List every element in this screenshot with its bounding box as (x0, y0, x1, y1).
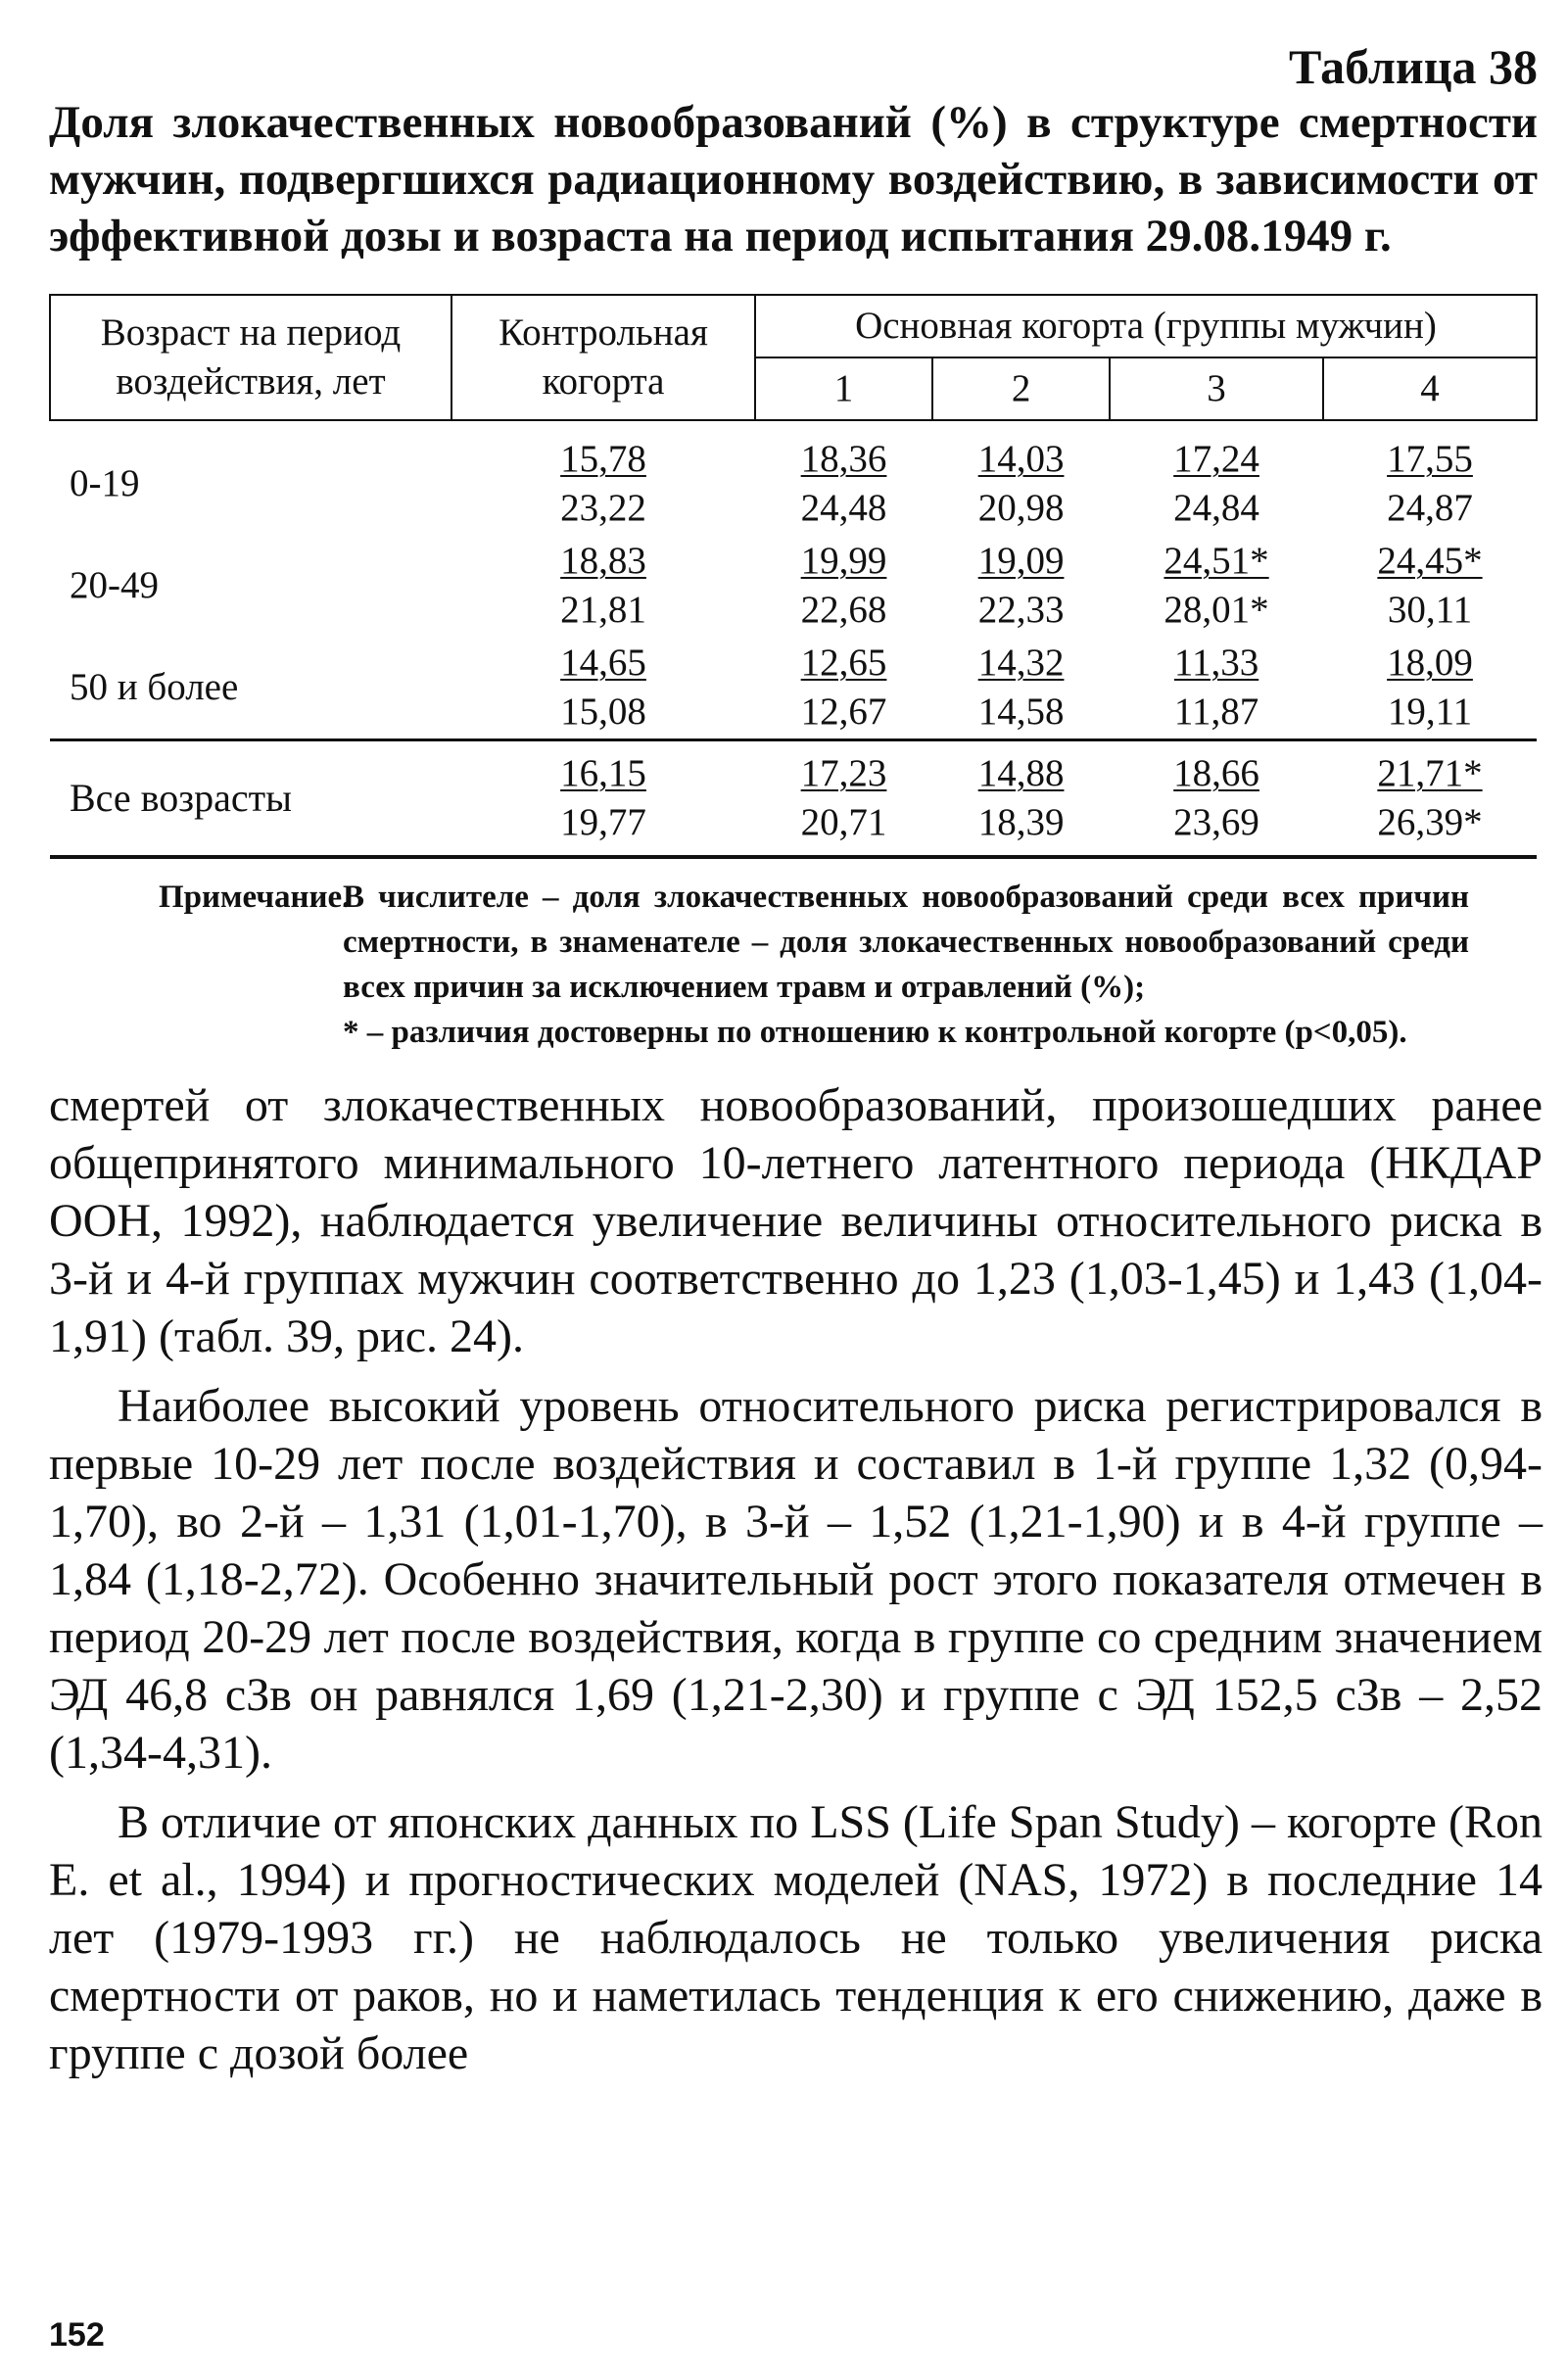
age-cell: 20-49 (70, 564, 159, 606)
value-cell (451, 637, 755, 740)
numerator: 17,23 (800, 752, 887, 794)
denominator: 26,39* (1377, 801, 1483, 843)
denominator: 18,39 (977, 801, 1065, 843)
body-text (49, 1076, 1543, 2082)
numerator: 21,71* (1377, 752, 1483, 794)
header-age: Возраст на период воздействия, лет (50, 295, 451, 420)
numerator: 14,32 (977, 642, 1065, 684)
value-cell (451, 535, 755, 637)
denominator: 12,67 (800, 690, 887, 733)
denominator: 19,77 (560, 801, 646, 843)
value-cell (755, 637, 932, 740)
note-line: * – различия достоверны по отношению к контрольной когорте (p<0,05). (343, 1015, 1407, 1050)
denominator: 24,48 (800, 487, 887, 529)
note-body (343, 875, 1469, 1055)
note-line: В числителе – доля злокачественных новообразований среди всех причин смертности, в знаменателе – доля злокачественных новообразований среди всех причин за исключением травм и отравлений (%); (343, 880, 1469, 1005)
table-number: Таблица 38 (1288, 39, 1538, 94)
value-cell (1110, 420, 1323, 535)
numerator: 17,55 (1387, 438, 1473, 480)
table-row-total (50, 740, 1537, 858)
page (49, 39, 1547, 2360)
value-cell (755, 535, 932, 637)
value-cell (1323, 535, 1537, 637)
value-cell (932, 637, 1110, 740)
denominator: 22,33 (977, 589, 1065, 631)
numerator: 17,24 (1173, 438, 1259, 480)
value-cell (1110, 740, 1323, 858)
denominator: 23,22 (560, 487, 646, 529)
numerator: 18,83 (560, 540, 646, 582)
header-group-1: 1 (755, 357, 932, 420)
numerator: 11,33 (1173, 642, 1259, 684)
denominator: 22,68 (800, 589, 887, 631)
age-cell: Все возрасты (50, 740, 451, 858)
table-row (50, 637, 1537, 740)
value-cell (932, 535, 1110, 637)
numerator: 14,65 (560, 642, 646, 684)
denominator: 14,58 (977, 690, 1065, 733)
table-row (50, 535, 1537, 637)
denominator: 23,69 (1173, 801, 1259, 843)
header-control: Контрольная когорта (451, 295, 755, 420)
numerator: 16,15 (560, 752, 646, 794)
value-cell (755, 740, 932, 858)
denominator: 28,01* (1163, 589, 1269, 631)
value-cell (1323, 740, 1537, 858)
denominator: 15,08 (560, 690, 646, 733)
denominator: 24,87 (1387, 487, 1473, 529)
value-cell (1110, 535, 1323, 637)
value-cell (1110, 637, 1323, 740)
header-group-2: 2 (932, 357, 1110, 420)
value-cell (755, 420, 932, 535)
value-cell (932, 420, 1110, 535)
numerator: 24,45* (1377, 540, 1483, 582)
paragraph: Наиболее высокий уровень относительного риска регистрировался в первые 10-29 лет после воздействия и составил в 1-й группе 1,32 (0,94-1,70), во 2-й – 1,31 (1,01-1,70), в 3-й – 1,52 (1,21-1,90) и в 4-й группе – 1,84 (1,18-2,72). Особенно значительный рост этого показателя отмечен в период 20-29 лет после воздействия, когда в группе со средним значением ЭД 46,8 сЗв он равнялся 1,69 (1,21-2,30) и группе с ЭД 152,5 сЗв – 2,52 (1,34-4,31). (49, 1380, 1543, 1779)
page-number: 152 (49, 2316, 105, 2354)
numerator: 14,88 (977, 752, 1065, 794)
age-cell: 0-19 (70, 462, 140, 504)
value-cell (451, 420, 755, 535)
value-cell (932, 740, 1110, 858)
note-label: Примечание. (159, 880, 351, 915)
denominator: 19,11 (1387, 690, 1473, 733)
denominator: 30,11 (1387, 589, 1473, 631)
table-note (49, 875, 1547, 1055)
header-group-3: 3 (1110, 357, 1323, 420)
numerator: 18,09 (1387, 642, 1473, 684)
header-main-cohort: Основная когорта (группы мужчин) (755, 295, 1537, 357)
denominator: 24,84 (1173, 487, 1259, 529)
numerator: 19,09 (977, 540, 1065, 582)
numerator: 24,51* (1163, 540, 1269, 582)
age-cell: 50 и более (70, 666, 239, 708)
denominator: 21,81 (560, 589, 646, 631)
paragraph: В отличие от японских данных по LSS (Life Span Study) – когорте (Ron E. et al., 1994) и прогностических моделей (NAS, 1972) в последние 14 лет (1979-1993 гг.) не наблюдалось не только увеличения риска смертности от раков, но и наметилась тенденция к его снижению, даже в группе с дозой более (49, 1796, 1543, 2079)
numerator: 14,03 (977, 438, 1065, 480)
table-caption: Доля злокачественных новообразований (%) в структуре смертности мужчин, подвергшихся радиационному воздействию, в зависимости от эффективной дозы и возраста на период испытания 29.08.1949 г. (49, 97, 1538, 262)
denominator: 20,71 (800, 801, 887, 843)
denominator: 11,87 (1173, 690, 1259, 733)
numerator: 12,65 (800, 642, 887, 684)
table-row (50, 420, 1537, 535)
value-cell (1323, 420, 1537, 535)
numerator: 19,99 (800, 540, 887, 582)
header-group-4: 4 (1323, 357, 1537, 420)
paragraph: смертей от злокачественных новообразований, произошедших ранее общепринятого минимального 10-летнего латентного периода (НКДАР ООН, 1992), наблюдается увеличение величины относительного риска в 3-й и 4-й группах мужчин соответственно до 1,23 (1,03-1,45) и 1,43 (1,04-1,91) (табл. 39, рис. 24). (49, 1079, 1543, 1362)
numerator: 18,66 (1173, 752, 1259, 794)
numerator: 18,36 (800, 438, 887, 480)
denominator: 20,98 (977, 487, 1065, 529)
data-table (49, 294, 1538, 859)
value-cell (451, 740, 755, 858)
value-cell (1323, 637, 1537, 740)
numerator: 15,78 (560, 438, 646, 480)
